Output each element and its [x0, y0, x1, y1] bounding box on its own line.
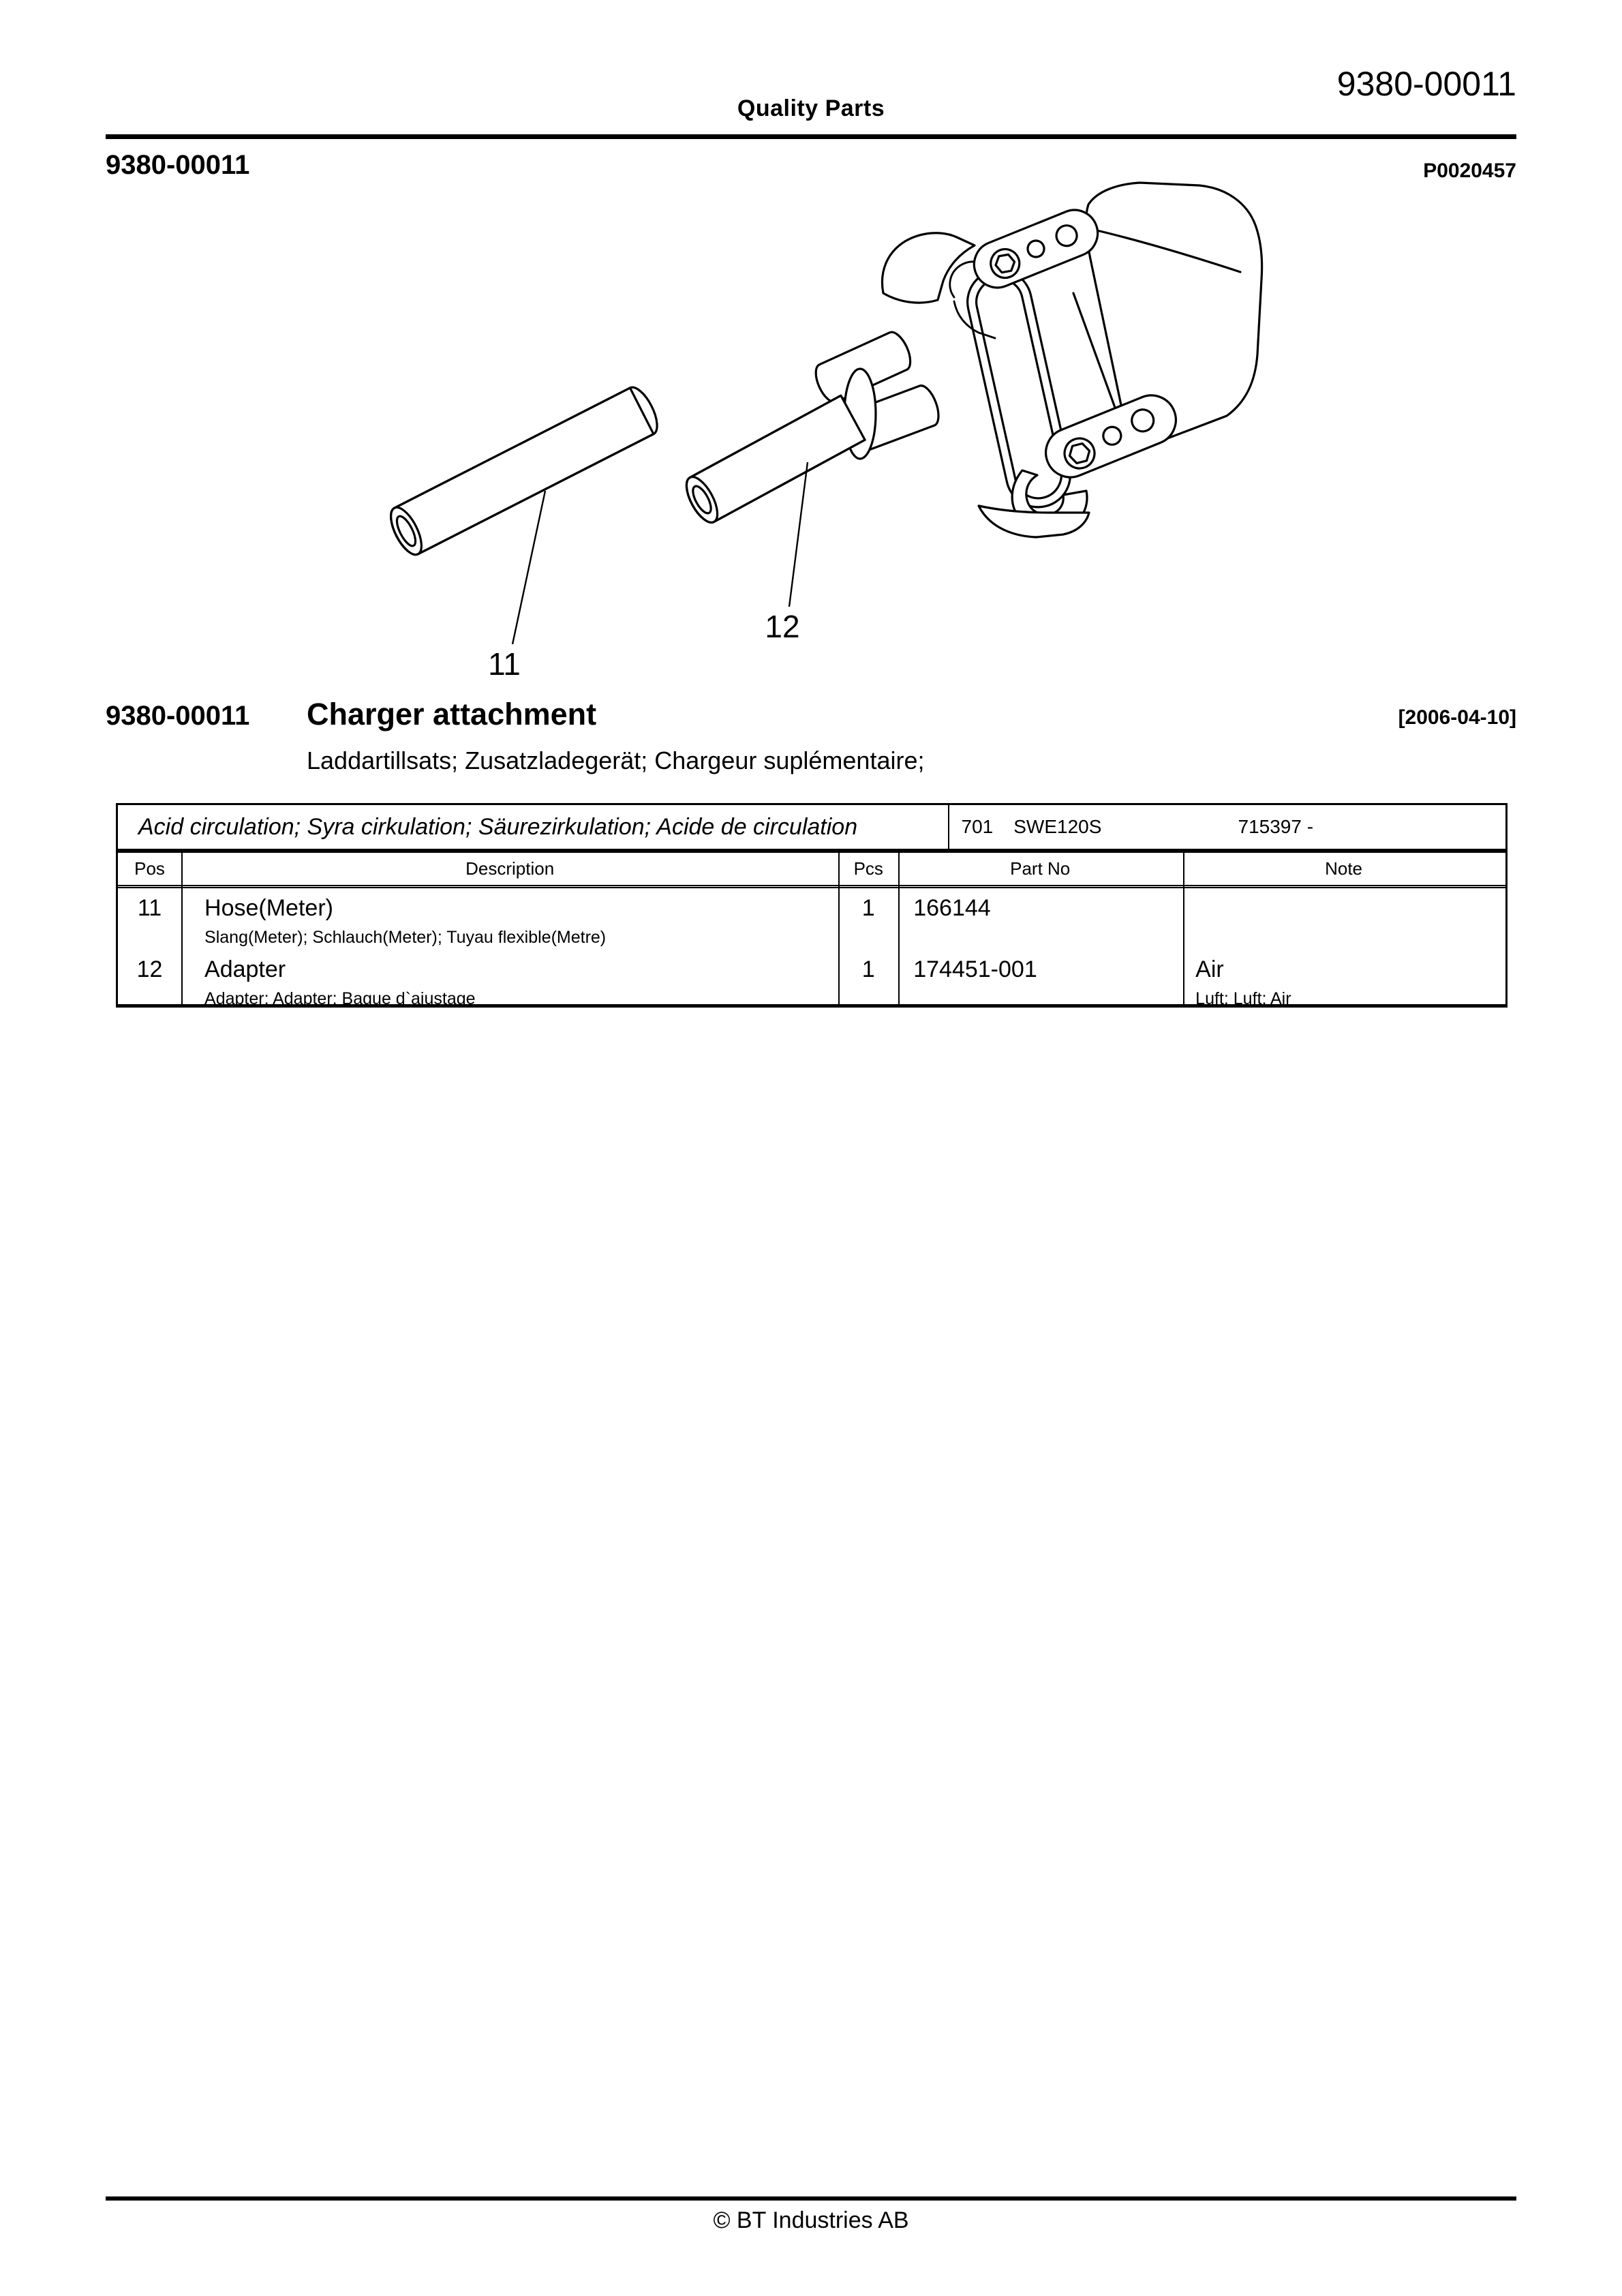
section-number: 9380-00011	[106, 701, 250, 731]
footer-rule	[106, 2196, 1516, 2201]
group-code: 701	[961, 816, 994, 837]
table-column-headers	[118, 853, 1505, 885]
cell-pos: 11	[137, 895, 162, 921]
group-serial: 715397 -	[1238, 816, 1314, 837]
description-main: Adapter	[204, 956, 286, 982]
hose-part	[384, 383, 663, 559]
cell-partno: 174451-001	[913, 956, 1037, 982]
footer-copyright: © BT Industries AB	[713, 2207, 909, 2233]
col-header-pcs: Pcs	[853, 858, 883, 879]
exploded-diagram	[327, 170, 1377, 750]
column-divider	[1183, 853, 1184, 1004]
page-title: Quality Parts	[737, 95, 885, 121]
col-header-description: Description	[465, 858, 555, 879]
group-model: SWE120S	[1013, 816, 1102, 837]
cell-description	[181, 950, 838, 1009]
description-translations: Adapter; Adapter; Bague d`ajustage	[204, 989, 476, 1008]
cell-pcs: 1	[861, 895, 875, 921]
description-translations: Slang(Meter); Schlauch(Meter); Tuyau flexible(Metre)	[204, 928, 607, 947]
section-date: [2006-04-10]	[1398, 706, 1516, 729]
parts-table	[116, 803, 1508, 1008]
leader-line-12	[789, 462, 808, 607]
adapter-part	[680, 329, 943, 527]
group-info	[948, 805, 1505, 849]
section-subtitle: Laddartillsats; Zusatzladegerät; Chargeur suplémentaire;	[307, 746, 925, 774]
table-group-header	[118, 805, 1505, 849]
column-divider	[898, 853, 900, 1004]
description-main: Hose(Meter)	[204, 895, 333, 921]
document-number: 9380-00011	[1336, 65, 1516, 103]
cell-note	[1182, 888, 1505, 895]
cell-pos: 12	[136, 956, 163, 982]
col-header-partno: Part No	[1010, 858, 1071, 879]
image-reference-code: P0020457	[1423, 160, 1516, 182]
cell-description	[181, 888, 838, 948]
callout-label-12: 12	[765, 609, 800, 644]
clamp-assembly	[882, 183, 1261, 537]
table-row	[118, 950, 1505, 1008]
cell-partno: 166144	[913, 895, 991, 921]
column-divider	[838, 853, 840, 1004]
note-translations: Luft; Luft; Air	[1195, 989, 1291, 1008]
exploded-view-figure	[327, 170, 1377, 750]
callout-label-11: 11	[488, 646, 521, 682]
table-row	[118, 888, 1505, 950]
page-code: 9380-00011	[106, 150, 250, 180]
header-rule	[106, 134, 1516, 139]
group-title: Acid circulation; Syra cirkulation; Säurezirkulation; Acide de circulation	[138, 813, 858, 840]
note-main: Air	[1195, 956, 1224, 982]
cell-pcs: 1	[861, 956, 875, 982]
col-header-pos: Pos	[134, 858, 165, 879]
column-divider	[181, 853, 183, 1004]
col-header-note: Note	[1325, 858, 1363, 879]
cell-note	[1182, 950, 1505, 1009]
section-title: Charger attachment	[307, 697, 597, 731]
leader-line-11	[512, 491, 545, 644]
